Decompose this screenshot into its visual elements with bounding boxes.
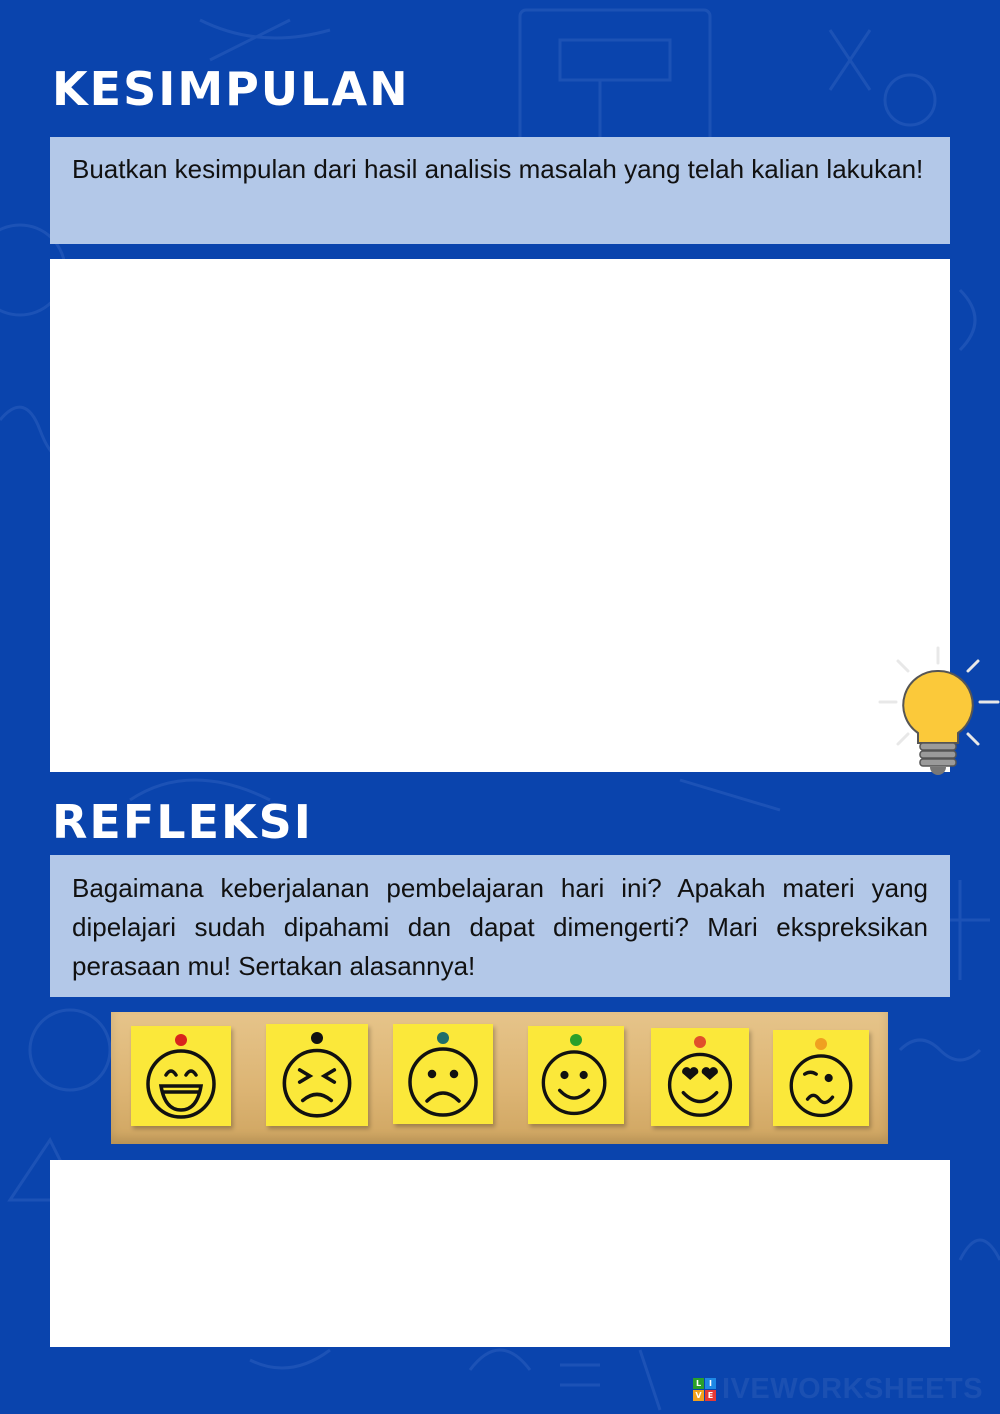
squinting-upset-face-icon	[266, 1024, 368, 1126]
emotion-note-upset[interactable]	[266, 1024, 368, 1126]
emotion-note-smiling[interactable]	[528, 1026, 624, 1124]
footer-brand: IVEWORKSHEETS	[722, 1373, 984, 1405]
kesimpulan-heading: KESIMPULAN	[52, 62, 410, 116]
emotion-note-confused[interactable]	[773, 1030, 869, 1126]
kesimpulan-prompt: Buatkan kesimpulan dari hasil analisis masalah yang telah kalian lakukan!	[50, 137, 950, 244]
refleksi-answer-field[interactable]	[50, 1160, 950, 1347]
heart-eyes-face-icon	[651, 1028, 749, 1126]
smiling-face-icon	[528, 1026, 624, 1124]
liveworksheets-logo-icon	[693, 1378, 717, 1402]
emotion-board	[111, 1012, 888, 1144]
logo-letter: L	[693, 1378, 704, 1389]
kesimpulan-answer-field[interactable]	[50, 259, 950, 772]
sad-face-icon	[393, 1024, 493, 1124]
emotion-note-laughing[interactable]	[131, 1026, 231, 1126]
logo-letter: I	[705, 1378, 716, 1389]
emotion-note-sad[interactable]	[393, 1024, 493, 1124]
logo-letter: V	[693, 1390, 704, 1401]
refleksi-heading: REFLEKSI	[52, 795, 313, 849]
emotion-note-heart-eyes[interactable]	[651, 1028, 749, 1126]
laughing-face-icon	[131, 1026, 231, 1126]
lightbulb-icon	[876, 643, 1000, 779]
logo-letter: E	[705, 1390, 716, 1401]
refleksi-prompt: Bagaimana keberjalanan pembelajaran hari ini? Apakah materi yang dipelajari sudah dipahami dan dapat dimengerti? Mari ekspreksikan perasaan mu! Sertakan alasannya!	[50, 855, 950, 997]
confused-face-icon	[773, 1030, 869, 1126]
